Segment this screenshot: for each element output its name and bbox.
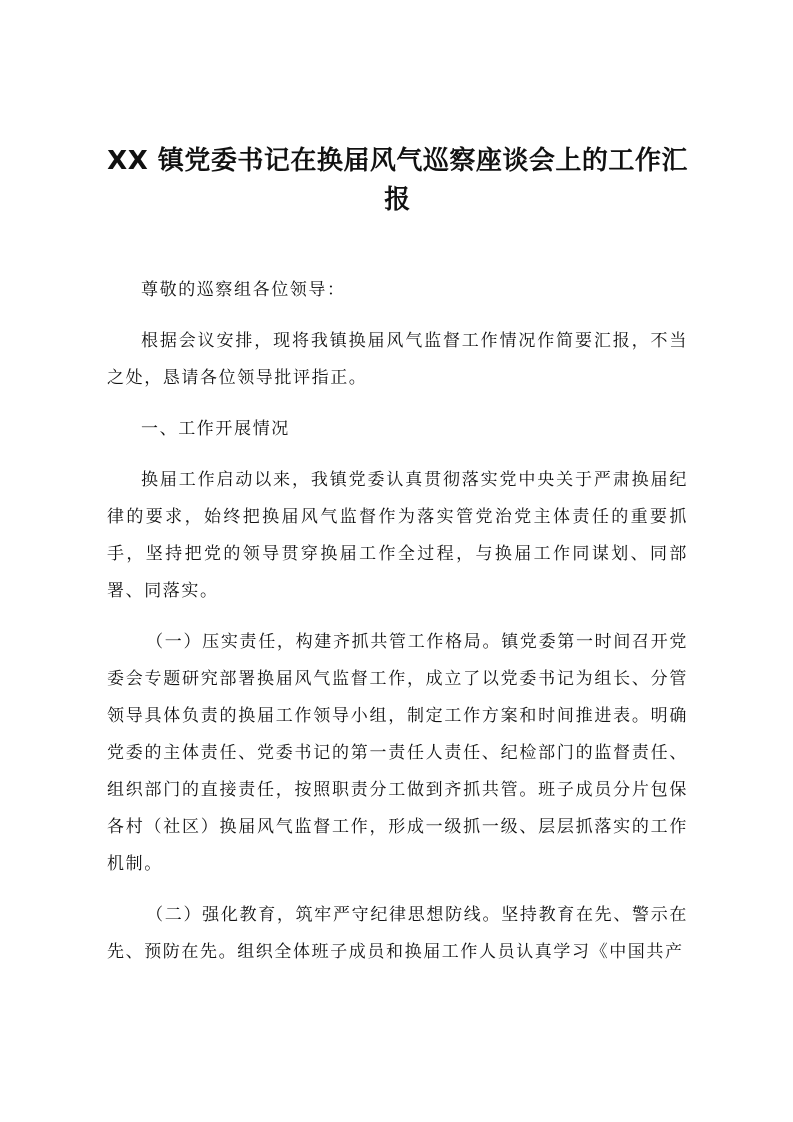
body-paragraph: 换届工作启动以来，我镇党委认真贯彻落实党中央关于严肃换届纪律的要求，始终把换届风气监督作为落实管党治党主体责任的重要抓手，坚持把党的领导贯穿换届工作全过程，与换届工作同谋划、同部署、同落实。 [107, 470, 688, 601]
section-heading: 一、工作开展情况 [141, 419, 290, 439]
subsection-paragraph: （二）强化教育，筑牢严守纪律思想防线。坚持教育在先、警示在先、预防在先。组织全体班子成员和换届工作人员认真学习《中国共产 [107, 905, 688, 962]
document-body [107, 272, 688, 971]
subsection-paragraph: （一）压实责任，构建齐抓共管工作格局。镇党委第一时间召开党委会专题研究部署换届风气监督工作，成立了以党委书记为组长、分管领导具体负责的换届工作领导小组，制定工作方案和时间推进表。明确党委的主体责任、党委书记的第一责任人责任、纪检部门的监督责任、组织部门的直接责任，按照职责分工做到齐抓共管。班子成员分片包保各村（社区）换届风气监督工作，形成一级抓一级、层层抓落实的工作机制。 [107, 632, 688, 874]
intro-paragraph: 根据会议安排，现将我镇换届风气监督工作情况作简要汇报，不当之处，恳请各位领导批评指正。 [107, 331, 688, 388]
document-title: XX 镇党委书记在换届风气巡察座谈会上的工作汇报 [107, 146, 688, 215]
salutation-paragraph: 尊敬的巡察组各位领导： [141, 280, 346, 300]
